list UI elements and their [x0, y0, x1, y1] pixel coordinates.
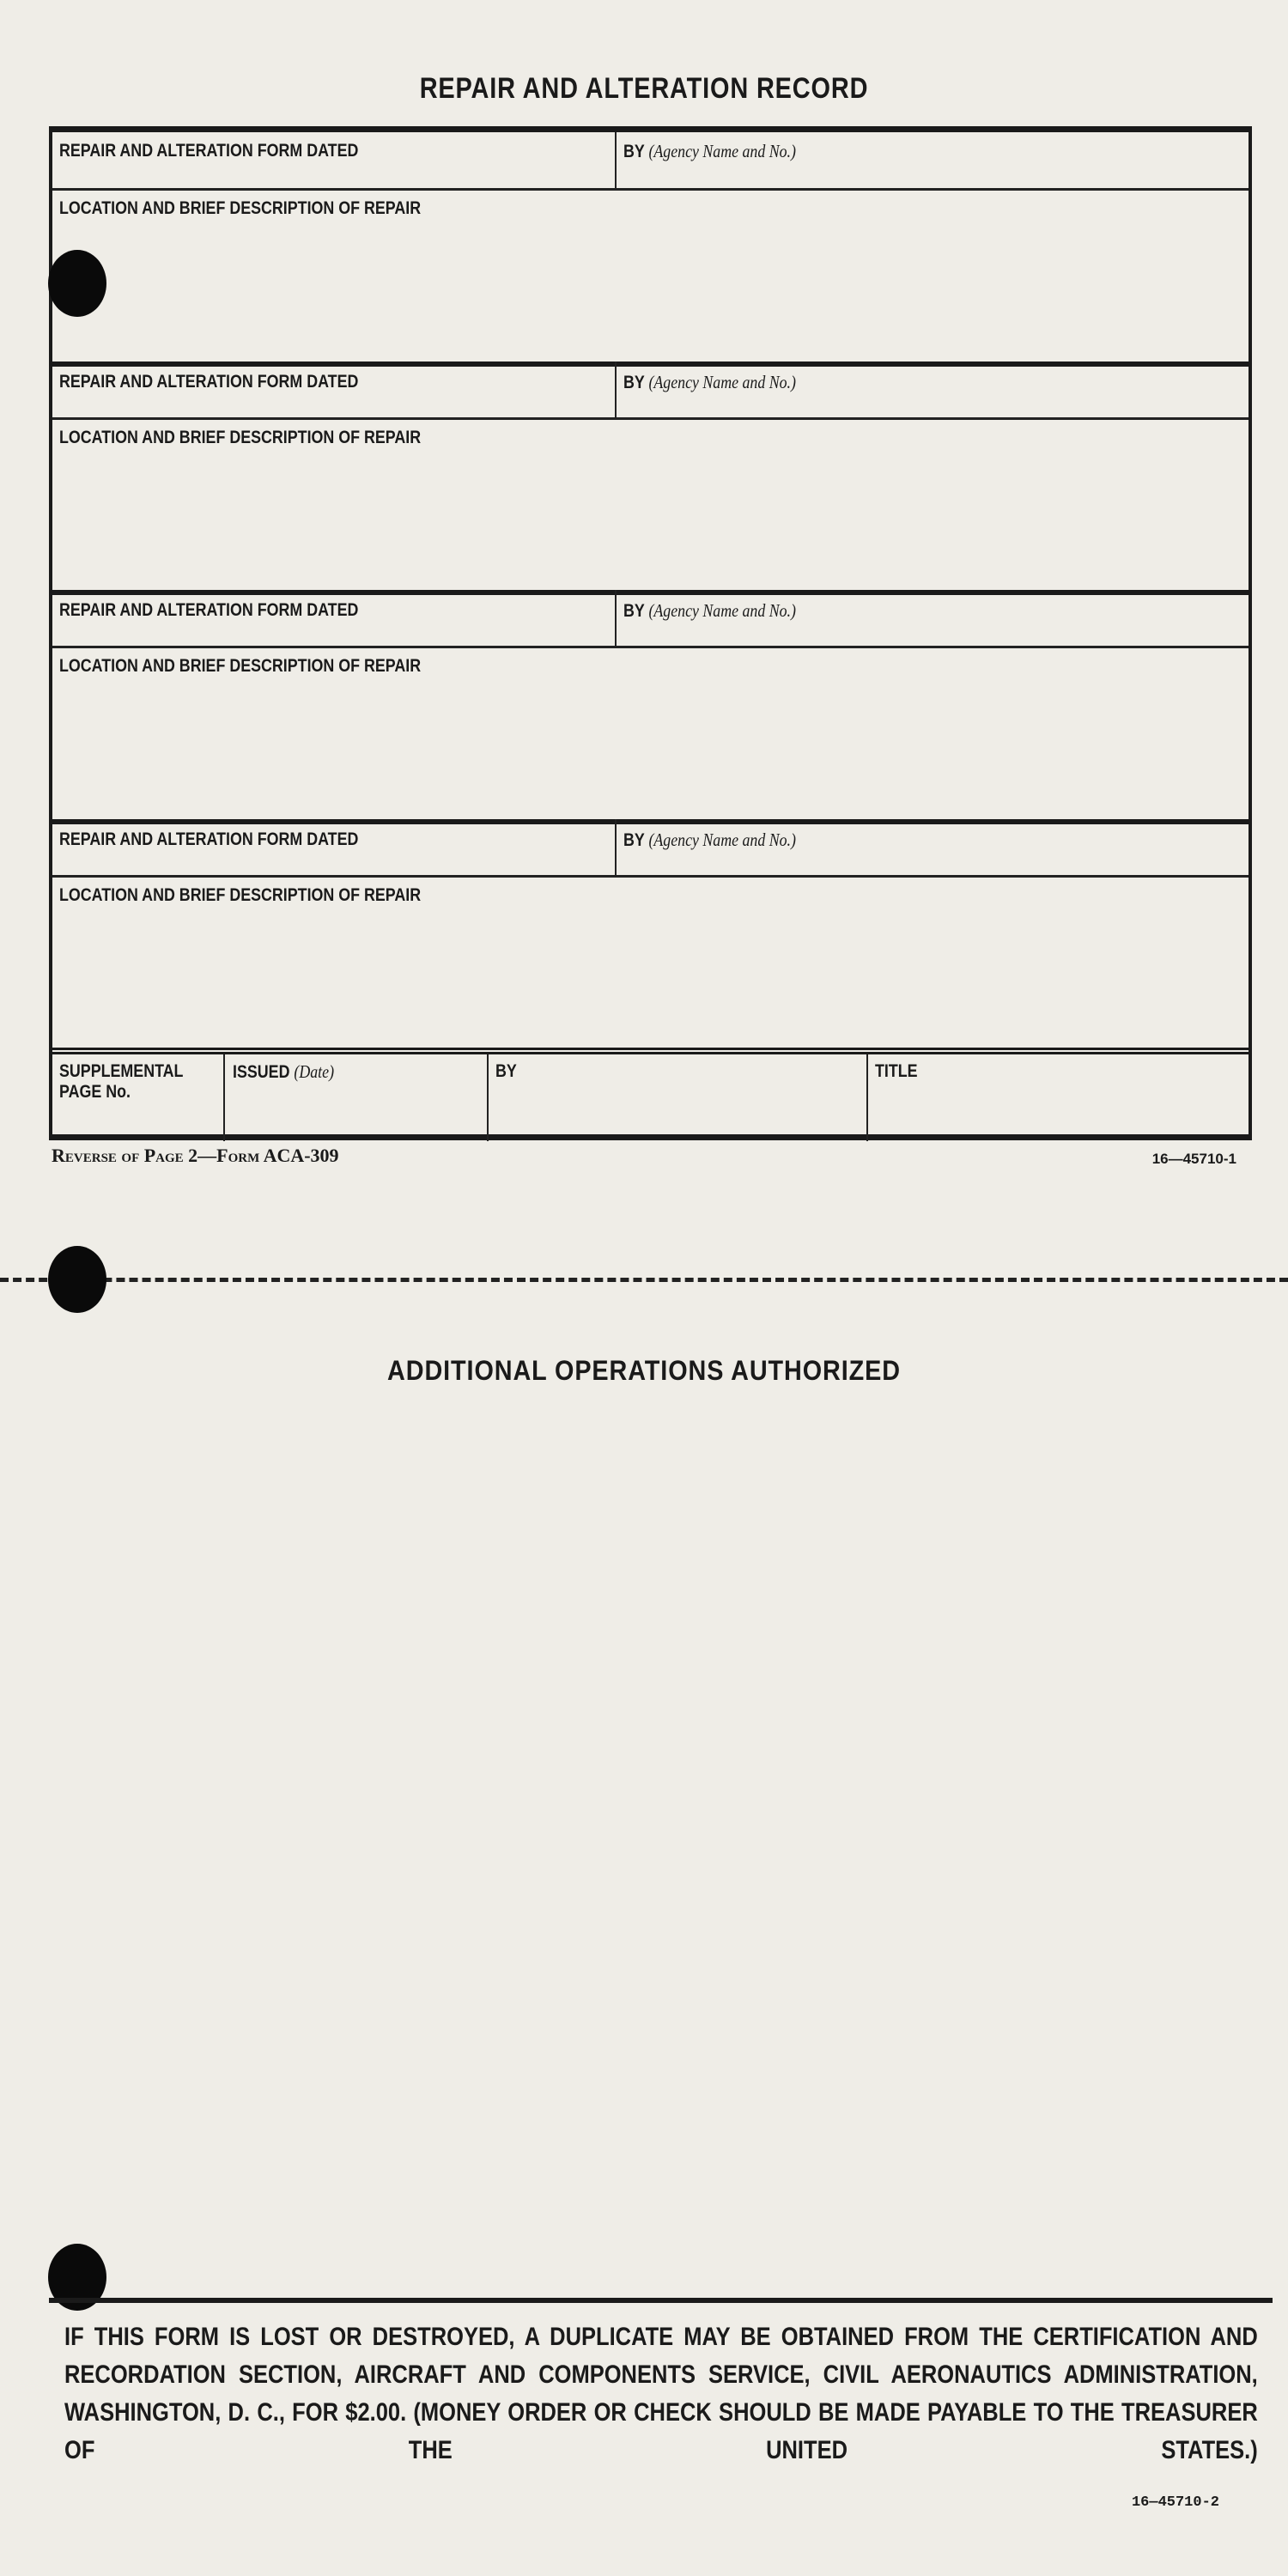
divider	[49, 2298, 1273, 2303]
by-label: BY	[623, 830, 645, 850]
agency-hint: (Agency Name and No.)	[648, 141, 796, 161]
agency-hint: (Agency Name and No.)	[648, 372, 796, 392]
column-divider	[223, 1054, 225, 1141]
agency-hint: (Agency Name and No.)	[648, 600, 796, 621]
by-label: BY	[623, 142, 645, 161]
additional-operations-heading: ADDITIONAL OPERATIONS AUTHORIZED	[387, 1355, 901, 1386]
repair-record-table	[49, 126, 1252, 1140]
location-description-label: LOCATION AND BRIEF DESCRIPTION OF REPAIR	[59, 428, 422, 447]
punch-hole	[48, 250, 106, 317]
agency-hint: (Agency Name and No.)	[648, 829, 796, 850]
repair-entry-3	[52, 590, 1249, 819]
by-agency-label	[623, 141, 796, 162]
by-agency-label	[623, 600, 796, 622]
repair-entry-4	[52, 819, 1249, 1048]
column-divider	[615, 361, 617, 417]
tear-line	[0, 1278, 1288, 1282]
punch-hole	[48, 1246, 106, 1313]
issued-date-label	[233, 1061, 334, 1083]
supplemental-page-label: SUPPLEMENTAL PAGE No.	[59, 1061, 184, 1102]
by-label: BY	[495, 1061, 517, 1081]
date-hint: (Date)	[294, 1061, 335, 1082]
form-code-2: 16—45710-2	[1131, 2494, 1219, 2511]
title-label: TITLE	[875, 1061, 918, 1081]
form-dated-label: REPAIR AND ALTERATION FORM DATED	[59, 829, 359, 849]
form-dated-label: REPAIR AND ALTERATION FORM DATED	[59, 141, 359, 161]
form-dated-label: REPAIR AND ALTERATION FORM DATED	[59, 600, 359, 620]
column-divider	[615, 590, 617, 646]
location-description-label: LOCATION AND BRIEF DESCRIPTION OF REPAIR	[59, 198, 422, 218]
form-dated-label: REPAIR AND ALTERATION FORM DATED	[59, 372, 359, 392]
location-description-label: LOCATION AND BRIEF DESCRIPTION OF REPAIR	[59, 885, 422, 905]
issued-label: ISSUED	[233, 1062, 290, 1082]
column-divider	[866, 1054, 868, 1141]
page-title: REPAIR AND ALTERATION RECORD	[419, 72, 869, 105]
column-divider	[487, 1054, 489, 1141]
form-code-1: 16—45710-1	[1151, 1151, 1236, 1167]
lost-form-notice: IF THIS FORM IS LOST OR DESTROYED, A DUPLICATE MAY BE OBTAINED FROM THE CERTIFICATION AND RECORDATION SECTION, AIRCRAFT AND COMPONENTS SERVICE, CIVIL AERONAUTICS ADMINISTRATION, WASHINGTON, D. C., FOR $2.00. (MONEY ORDER OR CHECK SHOULD BE MADE PAYABLE TO THE TREASURER OF THE UNITED STATES.)	[64, 2323, 1258, 2464]
repair-entry-1	[52, 132, 1249, 361]
by-label: BY	[623, 373, 645, 392]
by-agency-label	[623, 829, 796, 851]
location-description-label: LOCATION AND BRIEF DESCRIPTION OF REPAIR	[59, 656, 422, 676]
repair-entry-2	[52, 361, 1249, 591]
column-divider	[615, 132, 617, 188]
form-reference: Reverse of Page 2—Form ACA-309	[52, 1145, 339, 1166]
supplemental-row	[52, 1048, 1249, 1141]
by-label: BY	[623, 601, 645, 621]
by-agency-label	[623, 372, 796, 393]
column-divider	[615, 819, 617, 875]
